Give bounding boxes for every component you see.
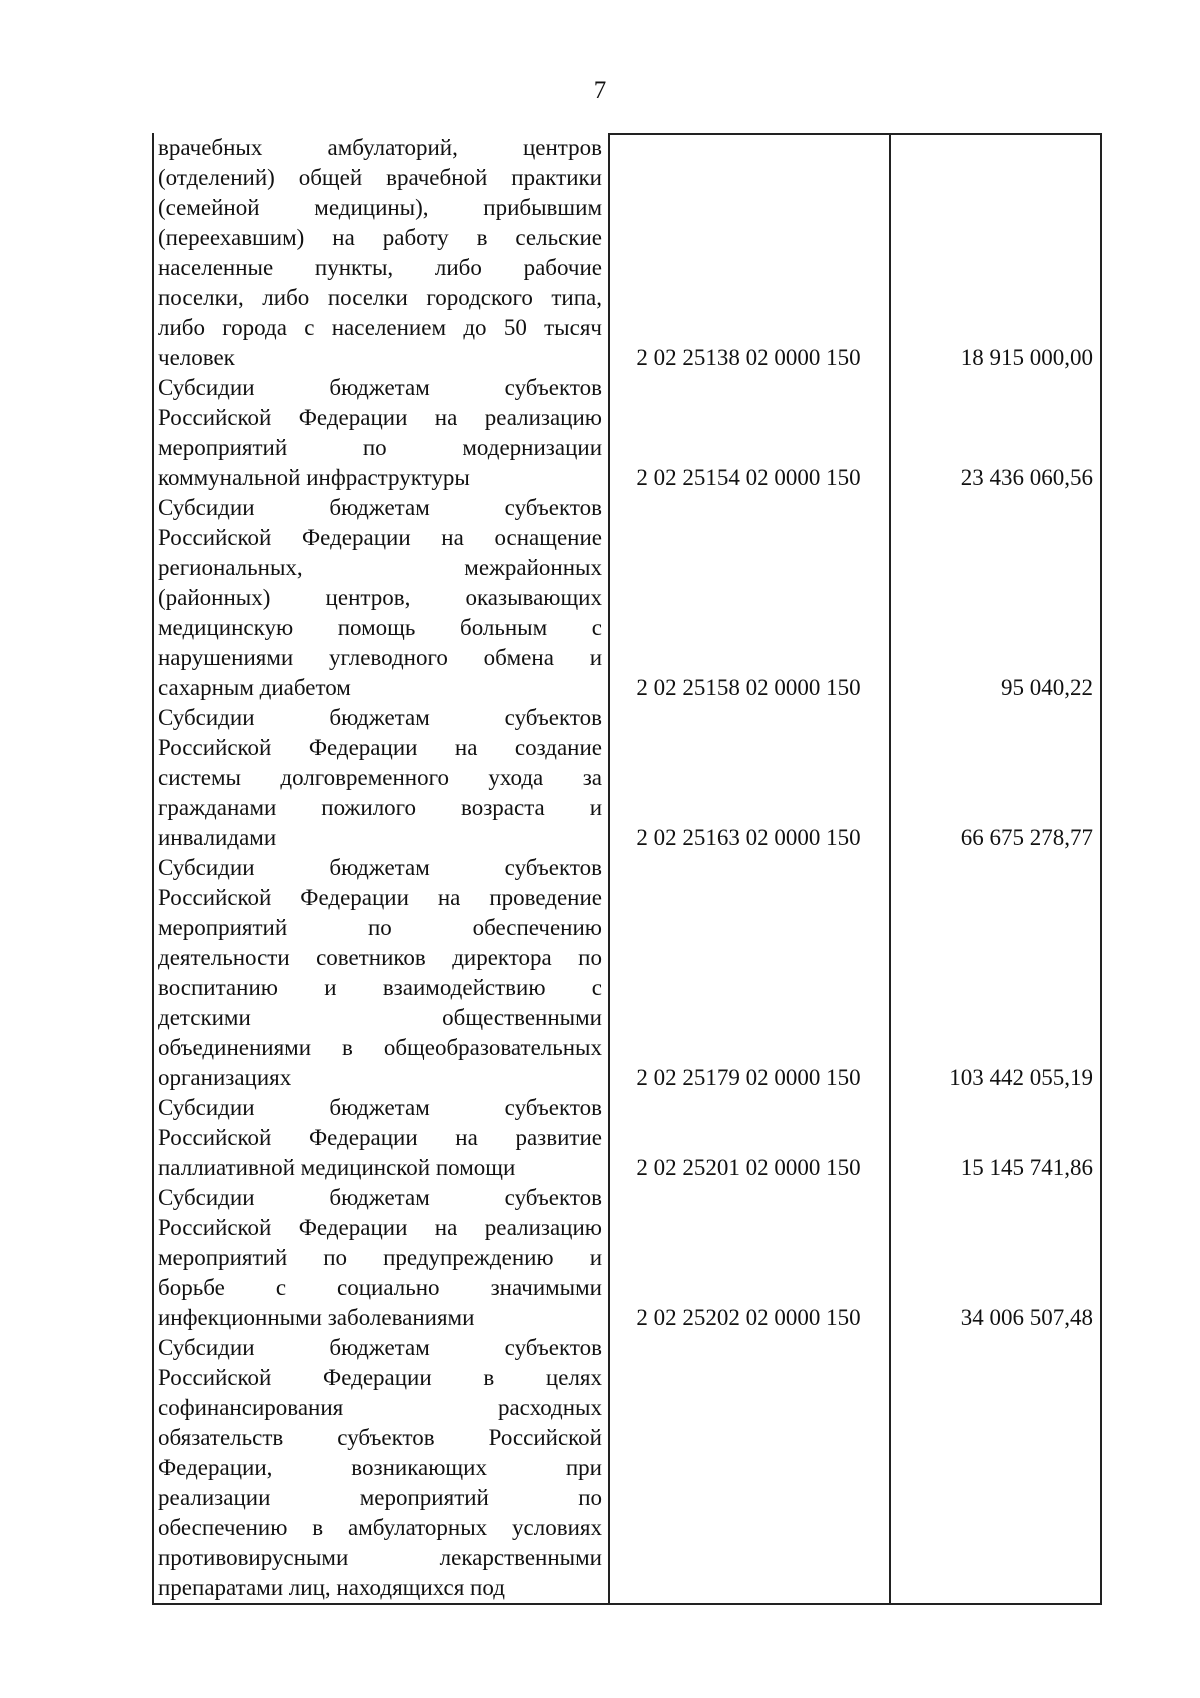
row-code: 2 02 25138 02 0000 150 — [636, 345, 861, 370]
row-code: 2 02 25154 02 0000 150 — [636, 465, 861, 490]
description-line: региональных, межрайонных — [158, 555, 602, 580]
table-row — [152, 133, 1102, 373]
description-line: обеспечению в амбулаторных условиях — [158, 1515, 602, 1540]
description-line: врачебных амбулаторий, центров — [158, 135, 602, 160]
table-row — [152, 373, 1102, 493]
description-line: инвалидами — [158, 825, 277, 850]
description-line: борьбе с социально значимыми — [158, 1275, 602, 1300]
row-amount: 103 442 055,19 — [949, 1065, 1093, 1090]
row-amount: 66 675 278,77 — [960, 825, 1093, 850]
description-line: Российской Федерации на оснащение — [158, 525, 602, 550]
description-line: Российской Федерации на реализацию — [158, 1215, 602, 1240]
description-line: гражданами пожилого возраста и — [158, 795, 602, 820]
table-row — [152, 853, 1102, 1093]
description-line: Субсидии бюджетам субъектов — [158, 1335, 602, 1360]
description-line: коммунальной инфраструктуры — [158, 465, 470, 490]
row-description — [158, 1333, 602, 1603]
description-line: (районных) центров, оказывающих — [158, 585, 602, 610]
row-amount: 18 915 000,00 — [960, 345, 1093, 370]
description-line: сахарным диабетом — [158, 675, 351, 700]
description-line: инфекционными заболеваниями — [158, 1305, 475, 1330]
page-number: 7 — [593, 77, 607, 104]
table-row — [152, 493, 1102, 703]
description-line: Российской Федерации в целях — [158, 1365, 602, 1390]
row-description — [158, 133, 602, 373]
row-amount: 34 006 507,48 — [960, 1305, 1093, 1330]
description-line: медицинскую помощь больным с — [158, 615, 602, 640]
description-line: (отделений) общей врачебной практики — [158, 165, 602, 190]
description-line: объединениями в общеобразовательных — [158, 1035, 602, 1060]
description-line: (семейной медицины), прибывшим — [158, 195, 602, 220]
description-line: Субсидии бюджетам субъектов — [158, 495, 602, 520]
description-line: населенные пункты, либо рабочие — [158, 255, 602, 280]
table-border-bottom — [152, 1603, 1102, 1605]
description-line: системы долговременного ухода за — [158, 765, 602, 790]
row-code: 2 02 25163 02 0000 150 — [636, 825, 861, 850]
description-line: человек — [158, 345, 235, 370]
description-line: деятельности советников директора по — [158, 945, 602, 970]
row-amount: 15 145 741,86 — [960, 1155, 1093, 1180]
description-line: детскими общественными — [158, 1005, 602, 1030]
description-line: Субсидии бюджетам субъектов — [158, 375, 602, 400]
description-line: мероприятий по обеспечению — [158, 915, 602, 940]
description-line: Российской Федерации на создание — [158, 735, 602, 760]
description-line: Субсидии бюджетам субъектов — [158, 855, 602, 880]
description-line: нарушениями углеводного обмена и — [158, 645, 602, 670]
description-line: мероприятий по модернизации — [158, 435, 602, 460]
row-description — [158, 853, 602, 1093]
description-line: мероприятий по предупреждению и — [158, 1245, 602, 1270]
description-line: Федерации, возникающих при — [158, 1455, 602, 1480]
description-line: паллиативной медицинской помощи — [158, 1155, 516, 1180]
table-row — [152, 703, 1102, 853]
description-line: Субсидии бюджетам субъектов — [158, 1185, 602, 1210]
description-line: Российской Федерации на проведение — [158, 885, 602, 910]
row-code: 2 02 25179 02 0000 150 — [636, 1065, 861, 1090]
description-line: Российской Федерации на реализацию — [158, 405, 602, 430]
description-line: препаратами лиц, находящихся под — [158, 1575, 505, 1600]
description-line: либо города с населением до 50 тысяч — [158, 315, 602, 340]
row-description — [158, 1183, 602, 1333]
row-description — [158, 1093, 602, 1183]
row-code: 2 02 25202 02 0000 150 — [636, 1305, 861, 1330]
description-line: Субсидии бюджетам субъектов — [158, 1095, 602, 1120]
row-description — [158, 703, 602, 853]
row-description — [158, 493, 602, 703]
description-line: (переехавшим) на работу в сельские — [158, 225, 602, 250]
row-code: 2 02 25201 02 0000 150 — [636, 1155, 861, 1180]
row-amount: 95 040,22 — [1001, 675, 1093, 700]
table-row — [152, 1183, 1102, 1333]
description-line: Субсидии бюджетам субъектов — [158, 705, 602, 730]
description-line: Российской Федерации на развитие — [158, 1125, 602, 1150]
description-line: организациях — [158, 1065, 292, 1090]
description-line: воспитанию и взаимодействию с — [158, 975, 602, 1000]
row-description — [158, 373, 602, 493]
description-line: противовирусными лекарственными — [158, 1545, 602, 1570]
row-code: 2 02 25158 02 0000 150 — [636, 675, 861, 700]
row-amount: 23 436 060,56 — [960, 465, 1093, 490]
table-row — [152, 1093, 1102, 1183]
budget-table — [152, 133, 1102, 1605]
description-line: поселки, либо поселки городского типа, — [158, 285, 602, 310]
description-line: обязательств субъектов Российской — [158, 1425, 602, 1450]
description-line: реализации мероприятий по — [158, 1485, 602, 1510]
table-row — [152, 1333, 1102, 1603]
description-line: софинансирования расходных — [158, 1395, 602, 1420]
